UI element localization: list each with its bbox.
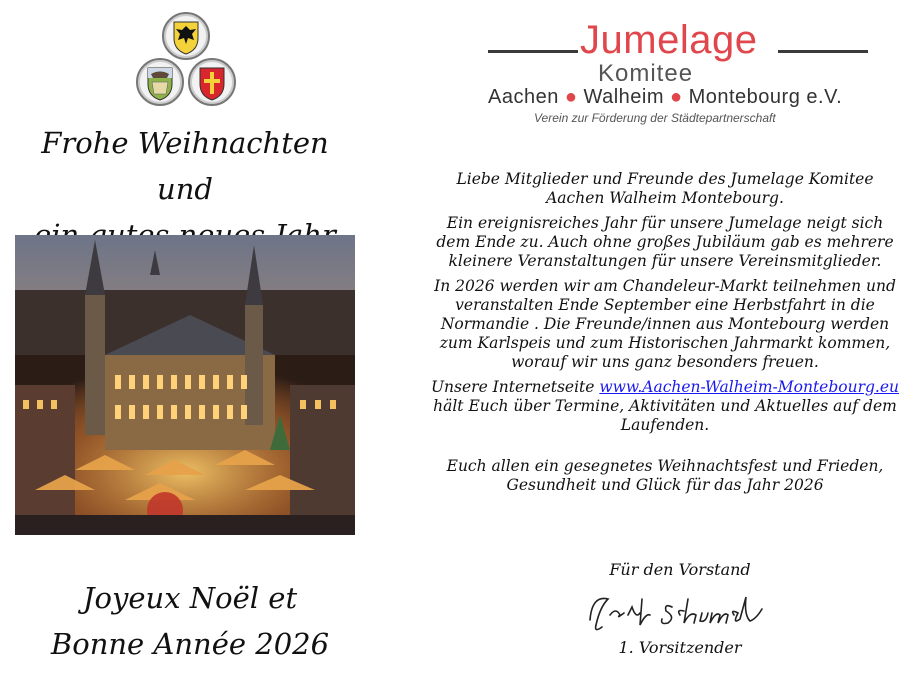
website-outro: hält Euch über Termine, Aktivitäten und Aktuelles auf dem Laufenden.	[433, 397, 897, 434]
handwritten-signature	[580, 585, 780, 635]
website-link[interactable]: www.Aachen-Walheim-Montebourg.eu	[599, 378, 899, 396]
logo-title: Jumelage	[580, 18, 758, 62]
letter-paragraph-3	[430, 378, 900, 435]
french-greeting	[40, 575, 340, 667]
cross-crest-icon	[188, 58, 236, 106]
logo-city-walheim: Walheim	[583, 86, 664, 108]
french-greeting-line1: Joyeux Noël et	[82, 581, 298, 615]
french-greeting-line2: Bonne Année 2026	[50, 627, 330, 661]
logo-cities	[488, 86, 842, 109]
letter-closing: Euch allen ein gesegnetes Weihnachtsfest und Frieden, Gesundheit und Glück für das Jahr 2026	[446, 457, 884, 494]
german-greeting-line1: Frohe Weihnachten und	[41, 126, 329, 206]
logo-city-montebourg: Montebourg e.V.	[688, 86, 843, 108]
christmas-market-photo	[15, 235, 355, 535]
logo-line-left	[488, 50, 578, 53]
letter-body	[430, 170, 900, 501]
signature-for: Für den Vorstand	[609, 560, 751, 579]
logo-line-right	[778, 50, 868, 53]
bullet-icon: ●	[564, 86, 578, 108]
jumelage-logo	[430, 12, 890, 142]
animal-crest-icon	[136, 58, 184, 106]
letter-paragraph-2: In 2026 werden wir am Chandeleur-Markt teilnehmen und veranstalten Ende September eine Herbstfahrt in die Normandie . Die Freunde/innen aus Montebourg werden zum Karlspeis und zum Historischen Jahrmarkt kommen, worauf wir uns ganz besonders freuen.	[434, 277, 896, 371]
logo-tagline: Verein zur Förderung der Städtepartnerschaft	[534, 111, 776, 125]
letter-salutation: Liebe Mitglieder und Freunde des Jumelage Komitee Aachen Walheim Montebourg.	[456, 170, 874, 207]
logo-subtitle: Komitee	[598, 60, 694, 87]
letter-paragraph-1: Ein ereignisreiches Jahr für unsere Jumelage neigt sich dem Ende zu. Auch ohne großes Jubiläum gab es mehrere kleinere Veranstaltungen für unsere Vereinsmitglieder.	[436, 214, 894, 270]
signature-role: 1. Vorsitzender	[618, 638, 742, 657]
eagle-crest-icon	[162, 12, 210, 60]
coats-of-arms	[132, 12, 237, 112]
website-intro: Unsere Internetseite	[430, 378, 600, 396]
bullet-icon: ●	[670, 86, 683, 108]
logo-city-aachen: Aachen	[488, 86, 559, 108]
